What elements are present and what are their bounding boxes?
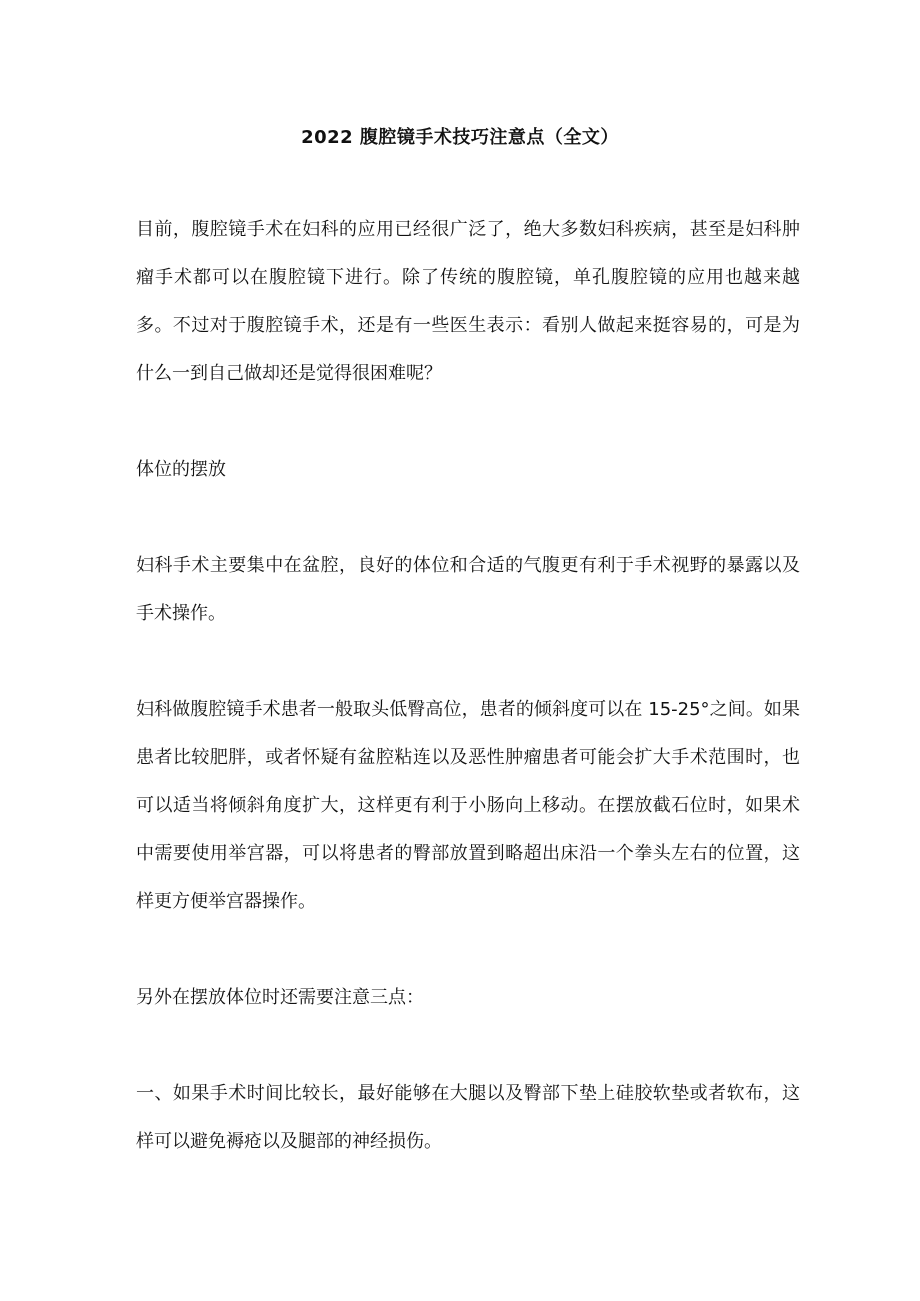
paragraph-point-one: 一、如果手术时间比较长，最好能够在大腿以及臀部下垫上硅胶软垫或者软布，这样可以避免褥疮以及腿部的神经损伤。 [136, 1083, 800, 1152]
paragraph-pelvic-surgery: 妇科手术主要集中在盆腔，良好的体位和合适的气腹更有利于手术视野的暴露以及手术操作。 [136, 555, 800, 624]
document-title: 2022 腹腔镜手术技巧注意点（全文） [301, 127, 619, 148]
paragraph-intro: 目前，腹腔镜手术在妇科的应用已经很广泛了，绝大多数妇科疾病，甚至是妇科肿瘤手术都可以在腹腔镜下进行。除了传统的腹腔镜，单孔腹腔镜的应用也越来越多。不过对于腹腔镜手术，还是有一些医生表示：看别人做起来挺容易的，可是为什么一到自己做却还是觉得很困难呢？ [136, 219, 800, 384]
paragraph-tilt-position: 妇科做腹腔镜手术患者一般取头低臀高位，患者的倾斜度可以在 15-25°之间。如果患者比较肥胖，或者怀疑有盆腔粘连以及恶性肿瘤患者可能会扩大手术范围时，也可以适当将倾斜角度扩大，这样更有利于小肠向上移动。在摆放截石位时，如果术中需要使用举宫器，可以将患者的臀部放置到略超出床沿一个拳头左右的位置，这样更方便举宫器操作。 [136, 699, 800, 912]
paragraph-three-points-intro: 另外在摆放体位时还需要注意三点： [136, 987, 424, 1008]
section-heading-positioning: 体位的摆放 [136, 459, 226, 480]
